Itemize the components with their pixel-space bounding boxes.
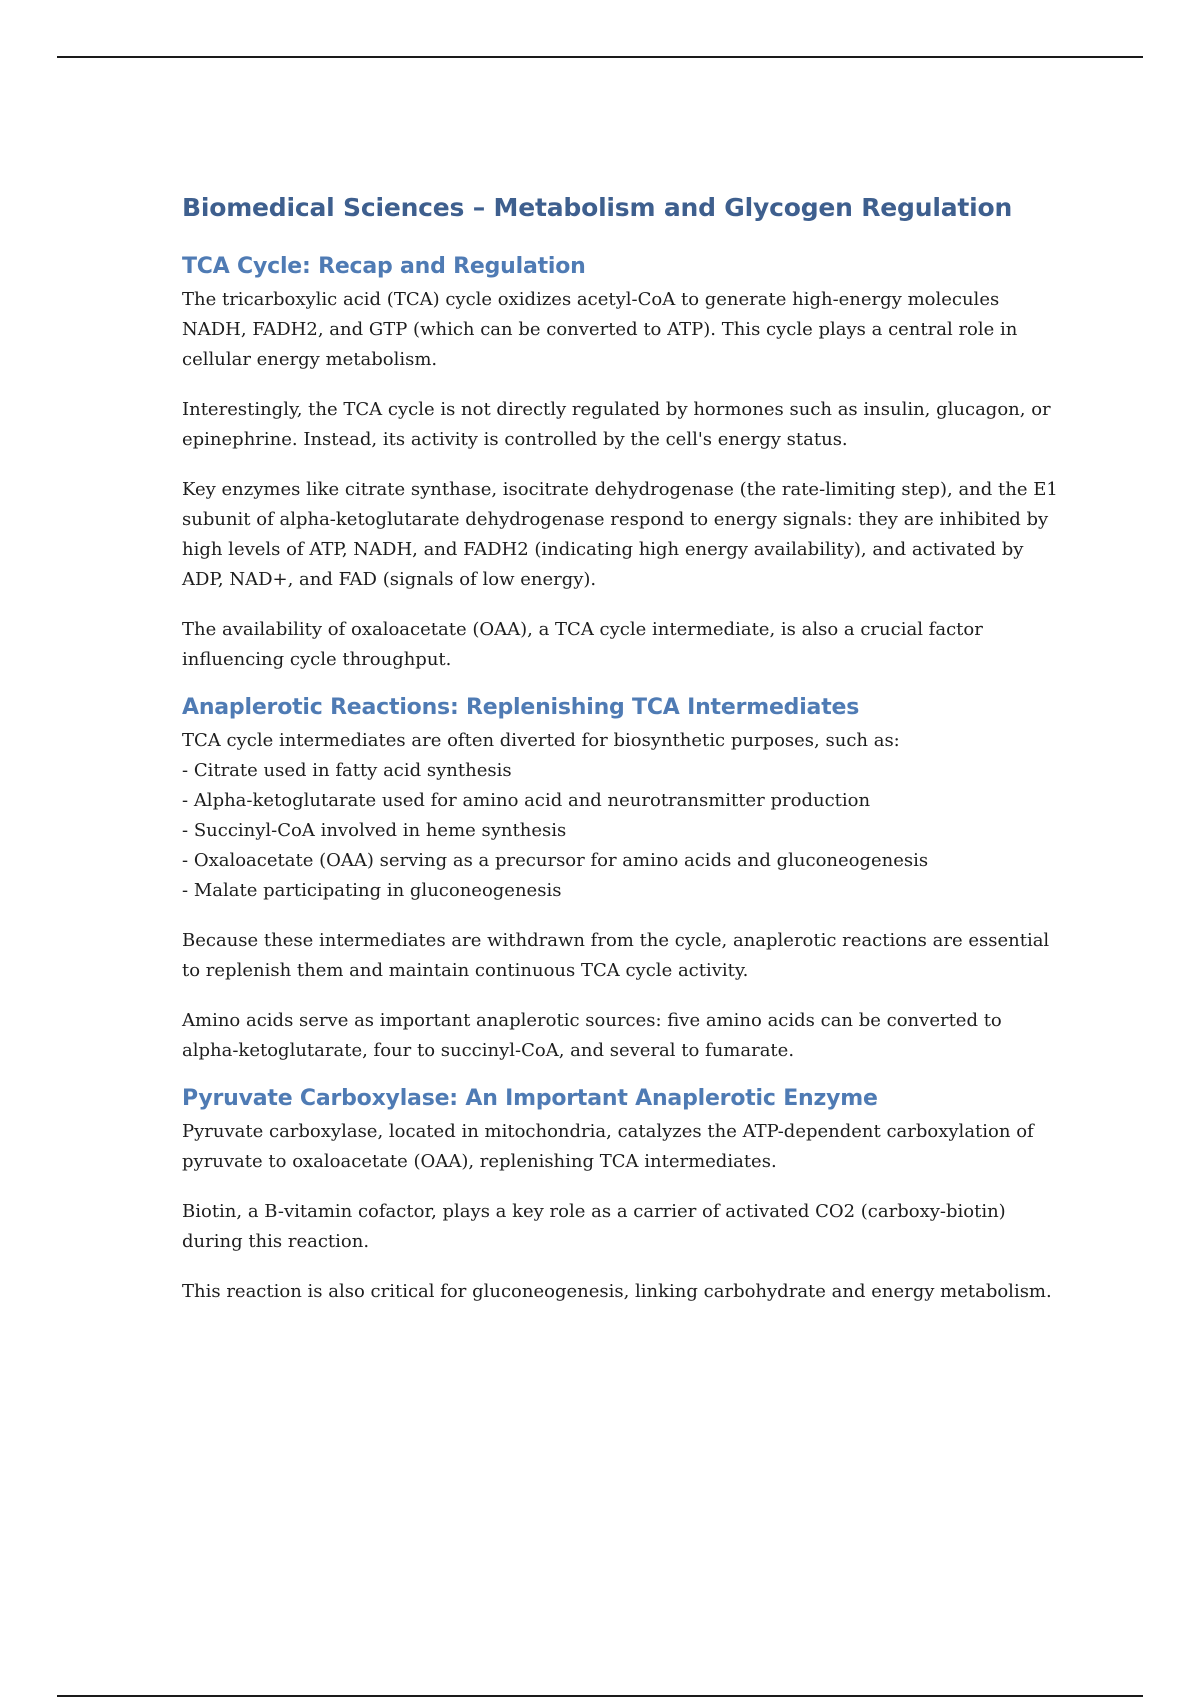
paragraph: The tricarboxylic acid (TCA) cycle oxidizes acetyl-CoA to generate high-energy molecules NADH, FADH2, and GTP (which can be converted to ATP). This cycle plays a central role in cellular energy metabolism. <box>182 289 1018 370</box>
document-title: Biomedical Sciences – Metabolism and Glycogen Regulation <box>182 193 1013 222</box>
header-rule <box>57 56 1143 58</box>
footer-rule <box>57 1695 1143 1697</box>
section-tca-cycle <box>182 254 1062 675</box>
list-item: - Succinyl-CoA involved in heme synthesis <box>182 816 1062 846</box>
list-item: - Oxaloacetate (OAA) serving as a precursor for amino acids and gluconeogenesis <box>182 846 1062 876</box>
intermediates-list <box>182 756 1062 906</box>
paragraph: Pyruvate carboxylase, located in mitochondria, catalyzes the ATP-dependent carboxylation of pyruvate to oxaloacetate (OAA), replenishing TCA intermediates. <box>182 1121 1034 1172</box>
section-heading: TCA Cycle: Recap and Regulation <box>182 254 586 279</box>
section-heading: Anaplerotic Reactions: Replenishing TCA Intermediates <box>182 695 860 720</box>
paragraph: Biotin, a B-vitamin cofactor, plays a key role as a carrier of activated CO2 (carboxy-biotin) during this reaction. <box>182 1201 1006 1252</box>
paragraph: Because these intermediates are withdrawn from the cycle, anaplerotic reactions are essential to replenish them and maintain continuous TCA cycle activity. <box>182 930 1050 981</box>
paragraph: Interestingly, the TCA cycle is not directly regulated by hormones such as insulin, glucagon, or epinephrine. Instead, its activity is controlled by the cell's energy status. <box>182 399 1051 450</box>
paragraph: TCA cycle intermediates are often diverted for biosynthetic purposes, such as: <box>182 730 900 751</box>
section-pyruvate-carboxylase <box>182 1086 1062 1307</box>
list-item: - Citrate used in fatty acid synthesis <box>182 756 1062 786</box>
list-item: - Malate participating in gluconeogenesis <box>182 876 1062 906</box>
document-body <box>182 193 1062 1327</box>
paragraph: The availability of oxaloacetate (OAA), a TCA cycle intermediate, is also a crucial factor influencing cycle throughput. <box>182 619 983 670</box>
paragraph: Key enzymes like citrate synthase, isocitrate dehydrogenase (the rate-limiting step), and the E1 subunit of alpha-ketoglutarate dehydrogenase respond to energy signals: they are inhibited by high levels of ATP, NADH, and FADH2 (indicating high energy availability), and activated by ADP, NAD+, and FAD (signals of low energy). <box>182 479 1058 590</box>
paragraph: Amino acids serve as important anaplerotic sources: five amino acids can be converted to alpha-ketoglutarate, four to succinyl-CoA, and several to fumarate. <box>182 1010 1002 1061</box>
paragraph: This reaction is also critical for gluconeogenesis, linking carbohydrate and energy metabolism. <box>182 1281 1052 1302</box>
section-anaplerotic-reactions <box>182 695 1062 1066</box>
list-item: - Alpha-ketoglutarate used for amino acid and neurotransmitter production <box>182 786 1062 816</box>
section-heading: Pyruvate Carboxylase: An Important Anaplerotic Enzyme <box>182 1086 878 1111</box>
